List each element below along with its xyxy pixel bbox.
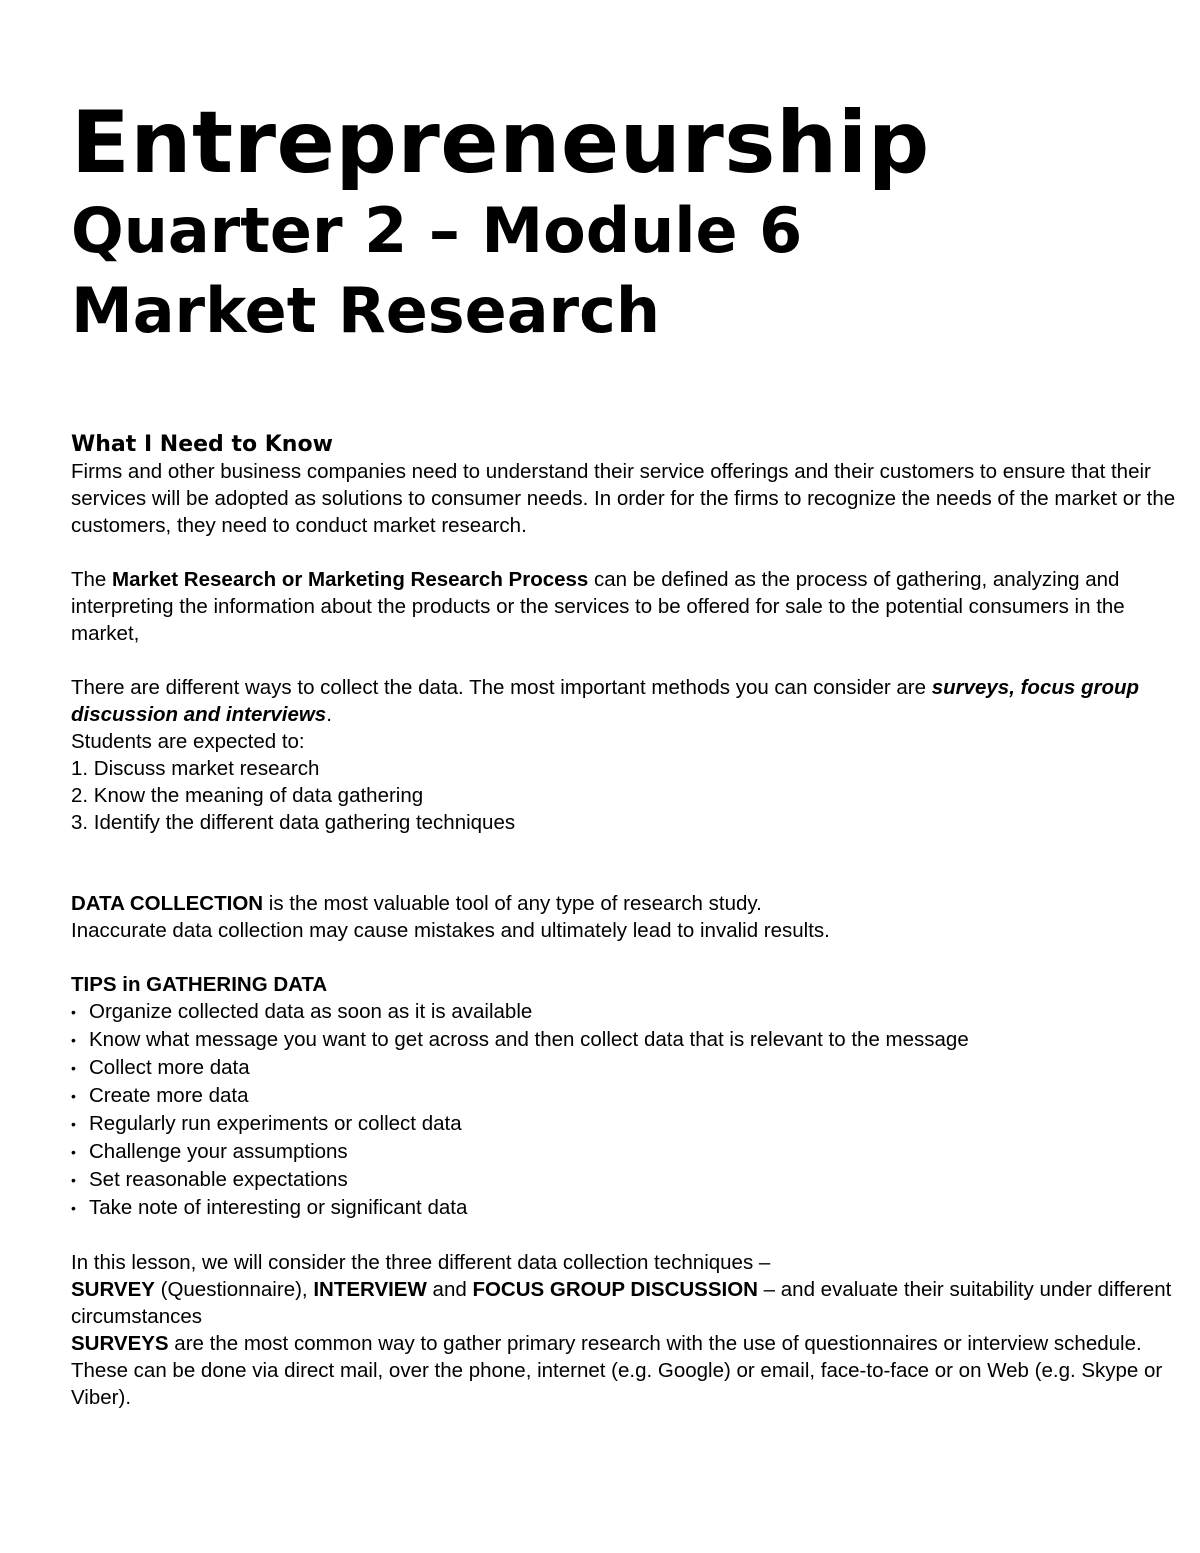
tips-heading: TIPS in GATHERING DATA: [71, 973, 328, 996]
bullet-icon: •: [71, 1172, 76, 1188]
tips-list: [71, 998, 1181, 1222]
techniques-paragraph: SURVEY (Questionnaire), INTERVIEW and FOCUS GROUP DISCUSSION – and evaluate their suitability under different circumstances: [71, 1278, 1172, 1328]
section-heading-what-i-need-to-know: What I Need to Know: [71, 432, 333, 457]
objective-item: 3. Identify the different data gathering techniques: [71, 811, 516, 834]
list-item: • Challenge your assumptions: [71, 1138, 1181, 1166]
list-item: • Take note of interesting or significant data: [71, 1194, 1181, 1222]
lesson-intro: In this lesson, we will consider the three different data collection techniques –: [71, 1251, 771, 1274]
data-collection-definition: DATA COLLECTION is the most valuable tool of any type of research study.: [71, 892, 762, 915]
module-topic: Market Research: [71, 274, 660, 347]
spacer: [71, 351, 1181, 431]
list-item: • Regularly run experiments or collect data: [71, 1110, 1181, 1138]
document-page: [71, 95, 1181, 1411]
process-term: Market Research or Marketing Research Process: [112, 568, 589, 591]
list-item: • Set reasonable expectations: [71, 1166, 1181, 1194]
methods-paragraph: There are different ways to collect the data. The most important methods you can consider are surveys, focus group discussion and interviews.: [71, 676, 1140, 726]
bullet-icon: •: [71, 1116, 76, 1132]
list-item: • Know what message you want to get across and then collect data that is relevant to the message: [71, 1026, 1181, 1054]
bullet-icon: •: [71, 1060, 76, 1076]
module-subtitle: Quarter 2 – Module 6: [71, 194, 803, 267]
list-item: • Create more data: [71, 1082, 1181, 1110]
list-item: • Collect more data: [71, 1054, 1181, 1082]
objective-item: 2. Know the meaning of data gathering: [71, 784, 424, 807]
objective-item: 1. Discuss market research: [71, 757, 320, 780]
bullet-icon: •: [71, 1032, 76, 1048]
expected-label: Students are expected to:: [71, 730, 305, 753]
list-item: • Organize collected data as soon as it is available: [71, 998, 1181, 1026]
bullet-icon: •: [71, 1144, 76, 1160]
bullet-icon: •: [71, 1200, 76, 1216]
methods-emphasis: surveys, focus group discussion and interviews: [71, 676, 1140, 726]
intro-paragraph: Firms and other business companies need to understand their service offerings and their customers to ensure that their services will be adopted as solutions to consumer needs. In order for the firms to recognize the needs of the market or the customers, they need to conduct market research.: [71, 460, 1176, 537]
bullet-icon: •: [71, 1088, 76, 1104]
document-title: Entrepreneurship: [71, 93, 930, 193]
bullet-icon: •: [71, 1004, 76, 1020]
data-collection-term: DATA COLLECTION: [71, 892, 264, 915]
data-collection-warning: Inaccurate data collection may cause mistakes and ultimately lead to invalid results.: [71, 919, 830, 942]
process-paragraph: The Market Research or Marketing Research Process can be defined as the process of gathering, analyzing and interpreting the information about the products or the services to be offered for sale to the potential consumers in the market,: [71, 568, 1125, 645]
surveys-paragraph: SURVEYS are the most common way to gather primary research with the use of questionnaires or interview schedule. These can be done via direct mail, over the phone, internet (e.g. Google) or email, face-to-face or on Web (e.g. Skype or Viber).: [71, 1332, 1163, 1409]
